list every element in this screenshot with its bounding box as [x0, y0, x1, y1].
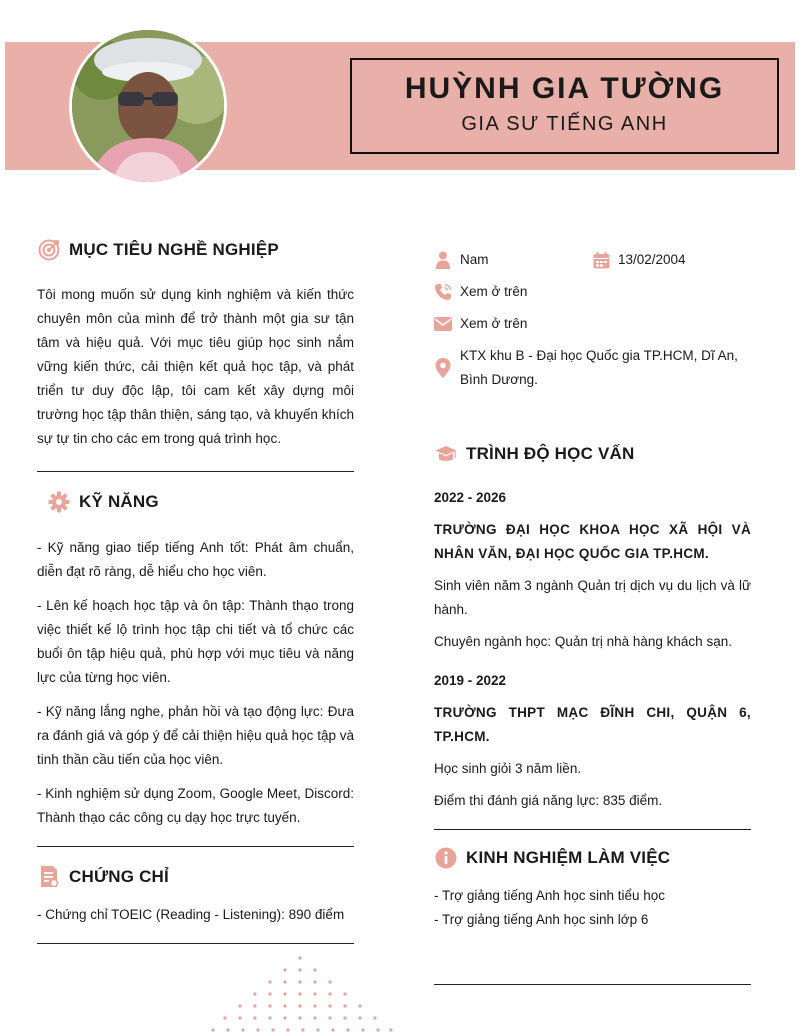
phone-value: Xem ở trên: [460, 284, 528, 299]
skills-title: KỸ NĂNG: [79, 492, 159, 511]
skill-item: - Kỹ năng lắng nghe, phản hồi và tạo động lực: Đưa ra đánh giá và góp ý để cải thiện hiệu quả học tập và tinh thần cầu tiến của học viên.: [37, 704, 354, 767]
gender-value: Nam: [460, 252, 489, 267]
section-divider: [37, 846, 354, 847]
experience-title: KINH NGHIỆM LÀM VIỆC: [466, 848, 671, 867]
experience-heading: [434, 840, 751, 876]
location-pin-icon: [434, 359, 452, 377]
education-years: 2019 - 2022: [434, 673, 507, 688]
education-school: TRƯỜNG THPT MẠC ĐĨNH CHI, QUẬN 6, TP.HCM.: [434, 705, 751, 744]
person-icon: [434, 251, 452, 269]
experience-item: - Trợ giảng tiếng Anh học sinh tiểu học: [434, 888, 665, 903]
education-school: TRƯỜNG ĐẠI HỌC KHOA HỌC XÃ HỘI VÀ NHÂN VĂN, ĐẠI HỌC QUỐC GIA TP.HCM.: [434, 522, 751, 561]
education-detail: Điểm thi đánh giá năng lực: 835 điểm.: [434, 793, 663, 808]
candidate-name: HUỲNH GIA TƯỜNG: [404, 72, 725, 105]
email-value: Xem ở trên: [460, 316, 528, 331]
info-icon: [434, 846, 458, 870]
address-row: [434, 344, 751, 392]
section-divider: [37, 471, 354, 472]
certificate-icon: [37, 865, 61, 889]
experience-item: - Trợ giảng tiếng Anh học sinh lớp 6: [434, 912, 649, 927]
gear-icon: [47, 490, 71, 514]
education-detail: Chuyên ngành học: Quản trị nhà hàng khách sạn.: [434, 634, 732, 649]
section-divider: [37, 943, 354, 944]
education-detail: Sinh viên năm 3 ngành Quản trị dịch vụ du lịch và lữ hành.: [434, 578, 751, 617]
skills-heading: [37, 484, 354, 520]
certificate-item: - Chứng chỉ TOEIC (Reading - Listening): 890 điểm: [37, 907, 345, 922]
certificates-title: CHỨNG CHỈ: [69, 867, 169, 886]
decorative-dot-pattern: [208, 955, 398, 1036]
skill-item: - Kỹ năng giao tiếp tiếng Anh tốt: Phát âm chuẩn, diễn đạt rõ ràng, dễ hiểu cho học viên.: [37, 540, 354, 579]
section-divider: [434, 829, 751, 830]
education-detail: Học sinh giỏi 3 năm liền.: [434, 761, 582, 776]
name-box: [350, 58, 779, 154]
graduation-cap-icon: [434, 442, 458, 466]
objective-text: Tôi mong muốn sử dụng kinh nghiệm và kiến thức chuyên môn của mình để trở thành một gia sư tận tâm và hiệu quả. Với mục tiêu giúp học sinh nắm vững kiến thức, cải thiện kết quả học tập, và phát triển tư duy độc lập, tôi cam kết xây dựng môi trường học tập thân thiện, sáng tạo, và khuyến khích sự tự tin cho các em trong quá trình học.: [37, 287, 354, 446]
left-column: [37, 232, 354, 944]
birthdate-row: [592, 248, 686, 272]
skill-item: - Lên kế hoạch học tập và ôn tập: Thành thạo trong việc thiết kế lộ trình học tập chi tiết và tổ chức các buổi ôn tập hiệu quả, phù hợp với mục tiêu và năng lực của từng học viên.: [37, 598, 354, 685]
envelope-icon: [434, 315, 452, 333]
phone-row: [434, 280, 751, 304]
email-row: [434, 312, 751, 336]
education-heading: [434, 436, 751, 472]
certificates-heading: [37, 859, 354, 895]
objective-heading: [37, 232, 354, 268]
gender-row: [434, 248, 489, 272]
skill-item: - Kinh nghiệm sử dụng Zoom, Google Meet, Discord: Thành thạo các công cụ dạy học trực tuyến.: [37, 786, 354, 825]
calendar-icon: [592, 251, 610, 269]
objective-title: MỤC TIÊU NGHỀ NGHIỆP: [69, 240, 279, 259]
education-years: 2022 - 2026: [434, 490, 507, 505]
candidate-role: GIA SƯ TIẾNG ANH: [461, 113, 668, 135]
right-column: [434, 248, 751, 985]
target-icon: [37, 238, 61, 262]
avatar: [69, 27, 227, 185]
address-value: KTX khu B - Đại học Quốc gia TP.HCM, Dĩ An, Bình Dương.: [460, 348, 738, 387]
birthdate-value: 13/02/2004: [618, 252, 686, 267]
education-title: TRÌNH ĐỘ HỌC VẤN: [466, 444, 635, 463]
section-divider: [434, 984, 751, 985]
phone-icon: [434, 283, 452, 301]
